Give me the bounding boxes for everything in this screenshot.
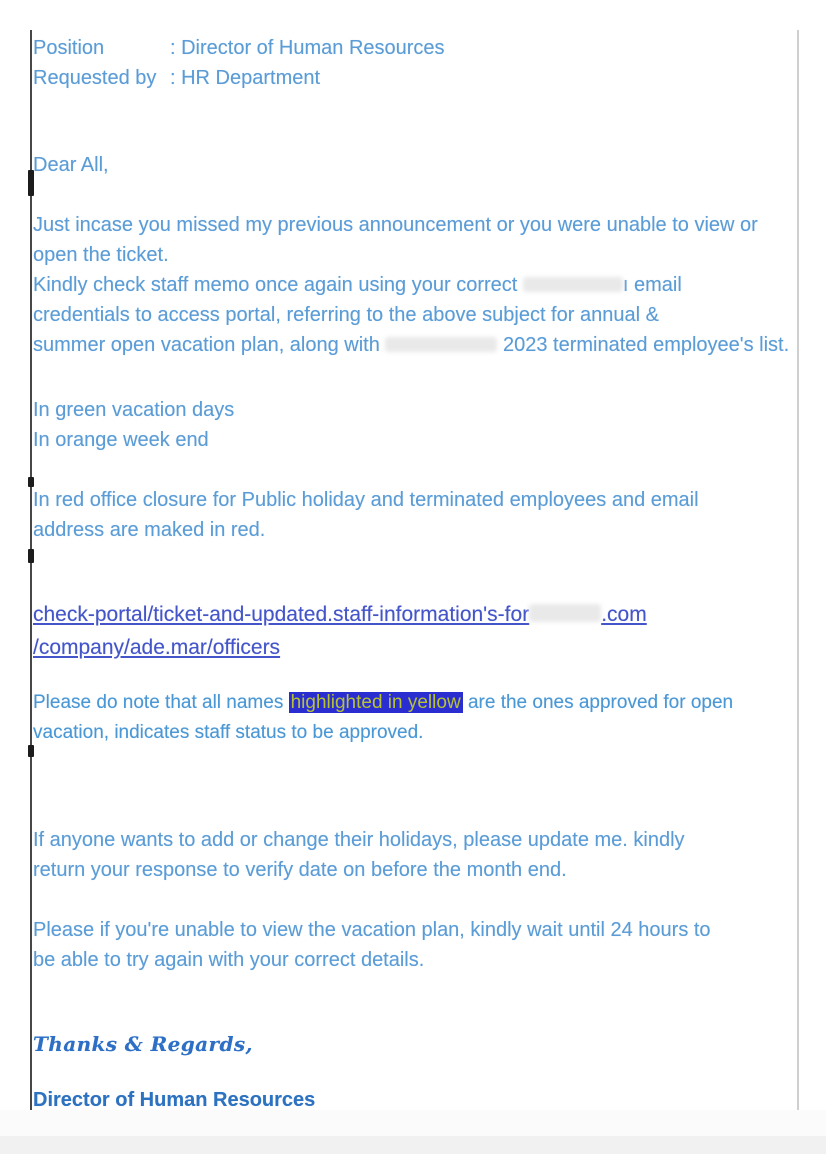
line: Just incase you missed my previous announcement or you were unable to view or: [33, 214, 758, 236]
line: address are maked in red.: [33, 519, 266, 541]
greeting: Dear All,: [33, 154, 109, 176]
position-value: : Director of Human Resources: [170, 37, 445, 59]
paragraph-color-legend: [33, 395, 795, 455]
paragraph-wait-notice: [33, 915, 795, 975]
text-run: Please do note that all names: [33, 692, 289, 713]
meta-row-requested-by: [33, 63, 795, 93]
line: [33, 330, 795, 360]
redacted-company-name: [385, 337, 497, 352]
line: return your response to verify date on before the month end.: [33, 859, 567, 881]
text-run: summer open vacation plan, along with: [33, 334, 386, 356]
redacted-company-name: [523, 277, 623, 292]
legend-orange-line: In orange week end: [33, 429, 209, 451]
email-body: [33, 33, 795, 1113]
line: be able to try again with your correct details.: [33, 949, 425, 971]
requested-by-label: Requested by: [33, 67, 157, 89]
portal-link-line-1[interactable]: [33, 598, 647, 631]
link-text-run: check-portal/ticket-and-updated.staff-information's-for: [33, 603, 530, 626]
paragraph-update-request: [33, 825, 795, 885]
meta-row-position: [33, 33, 795, 63]
bottom-margin-band: [0, 1136, 826, 1154]
line: [33, 688, 795, 718]
line: [33, 270, 795, 300]
paragraph-announcement: [33, 210, 795, 360]
line: If anyone wants to add or change their holidays, please update me. kindly: [33, 829, 685, 851]
content-right-border: [797, 30, 799, 1110]
link-text-run: .com: [601, 603, 647, 626]
signature-thanks: Thanks & Regards,: [33, 1032, 253, 1056]
redacted-domain: [529, 604, 601, 622]
signature-title: Director of Human Resources: [33, 1089, 316, 1111]
paragraph-note: [33, 688, 795, 748]
text-run: are the ones approved for open: [462, 692, 734, 713]
portal-link-line-2[interactable]: /company/ade.mar/officers: [33, 636, 281, 659]
line: vacation, indicates staff status to be approved.: [33, 722, 424, 743]
requested-by-value: : HR Department: [170, 67, 321, 89]
text-run: 2023 terminated employee's list.: [497, 334, 790, 356]
line: Please if you're unable to view the vacation plan, kindly wait until 24 hours to: [33, 919, 711, 941]
line: credentials to access portal, referring to the above subject for annual &: [33, 304, 659, 326]
line: In red office closure for Public holiday and terminated employees and email: [33, 489, 699, 511]
line: open the ticket.: [33, 244, 169, 266]
portal-link-block: [33, 598, 795, 664]
paragraph-red-legend: [33, 485, 795, 545]
highlighted-selection: highlighted in yellow: [290, 692, 461, 713]
text-run: ı email: [622, 274, 682, 296]
position-label: Position: [33, 37, 105, 59]
text-run: Kindly check staff memo once again using your correct: [33, 274, 523, 296]
legend-green-line: In green vacation days: [33, 399, 235, 421]
